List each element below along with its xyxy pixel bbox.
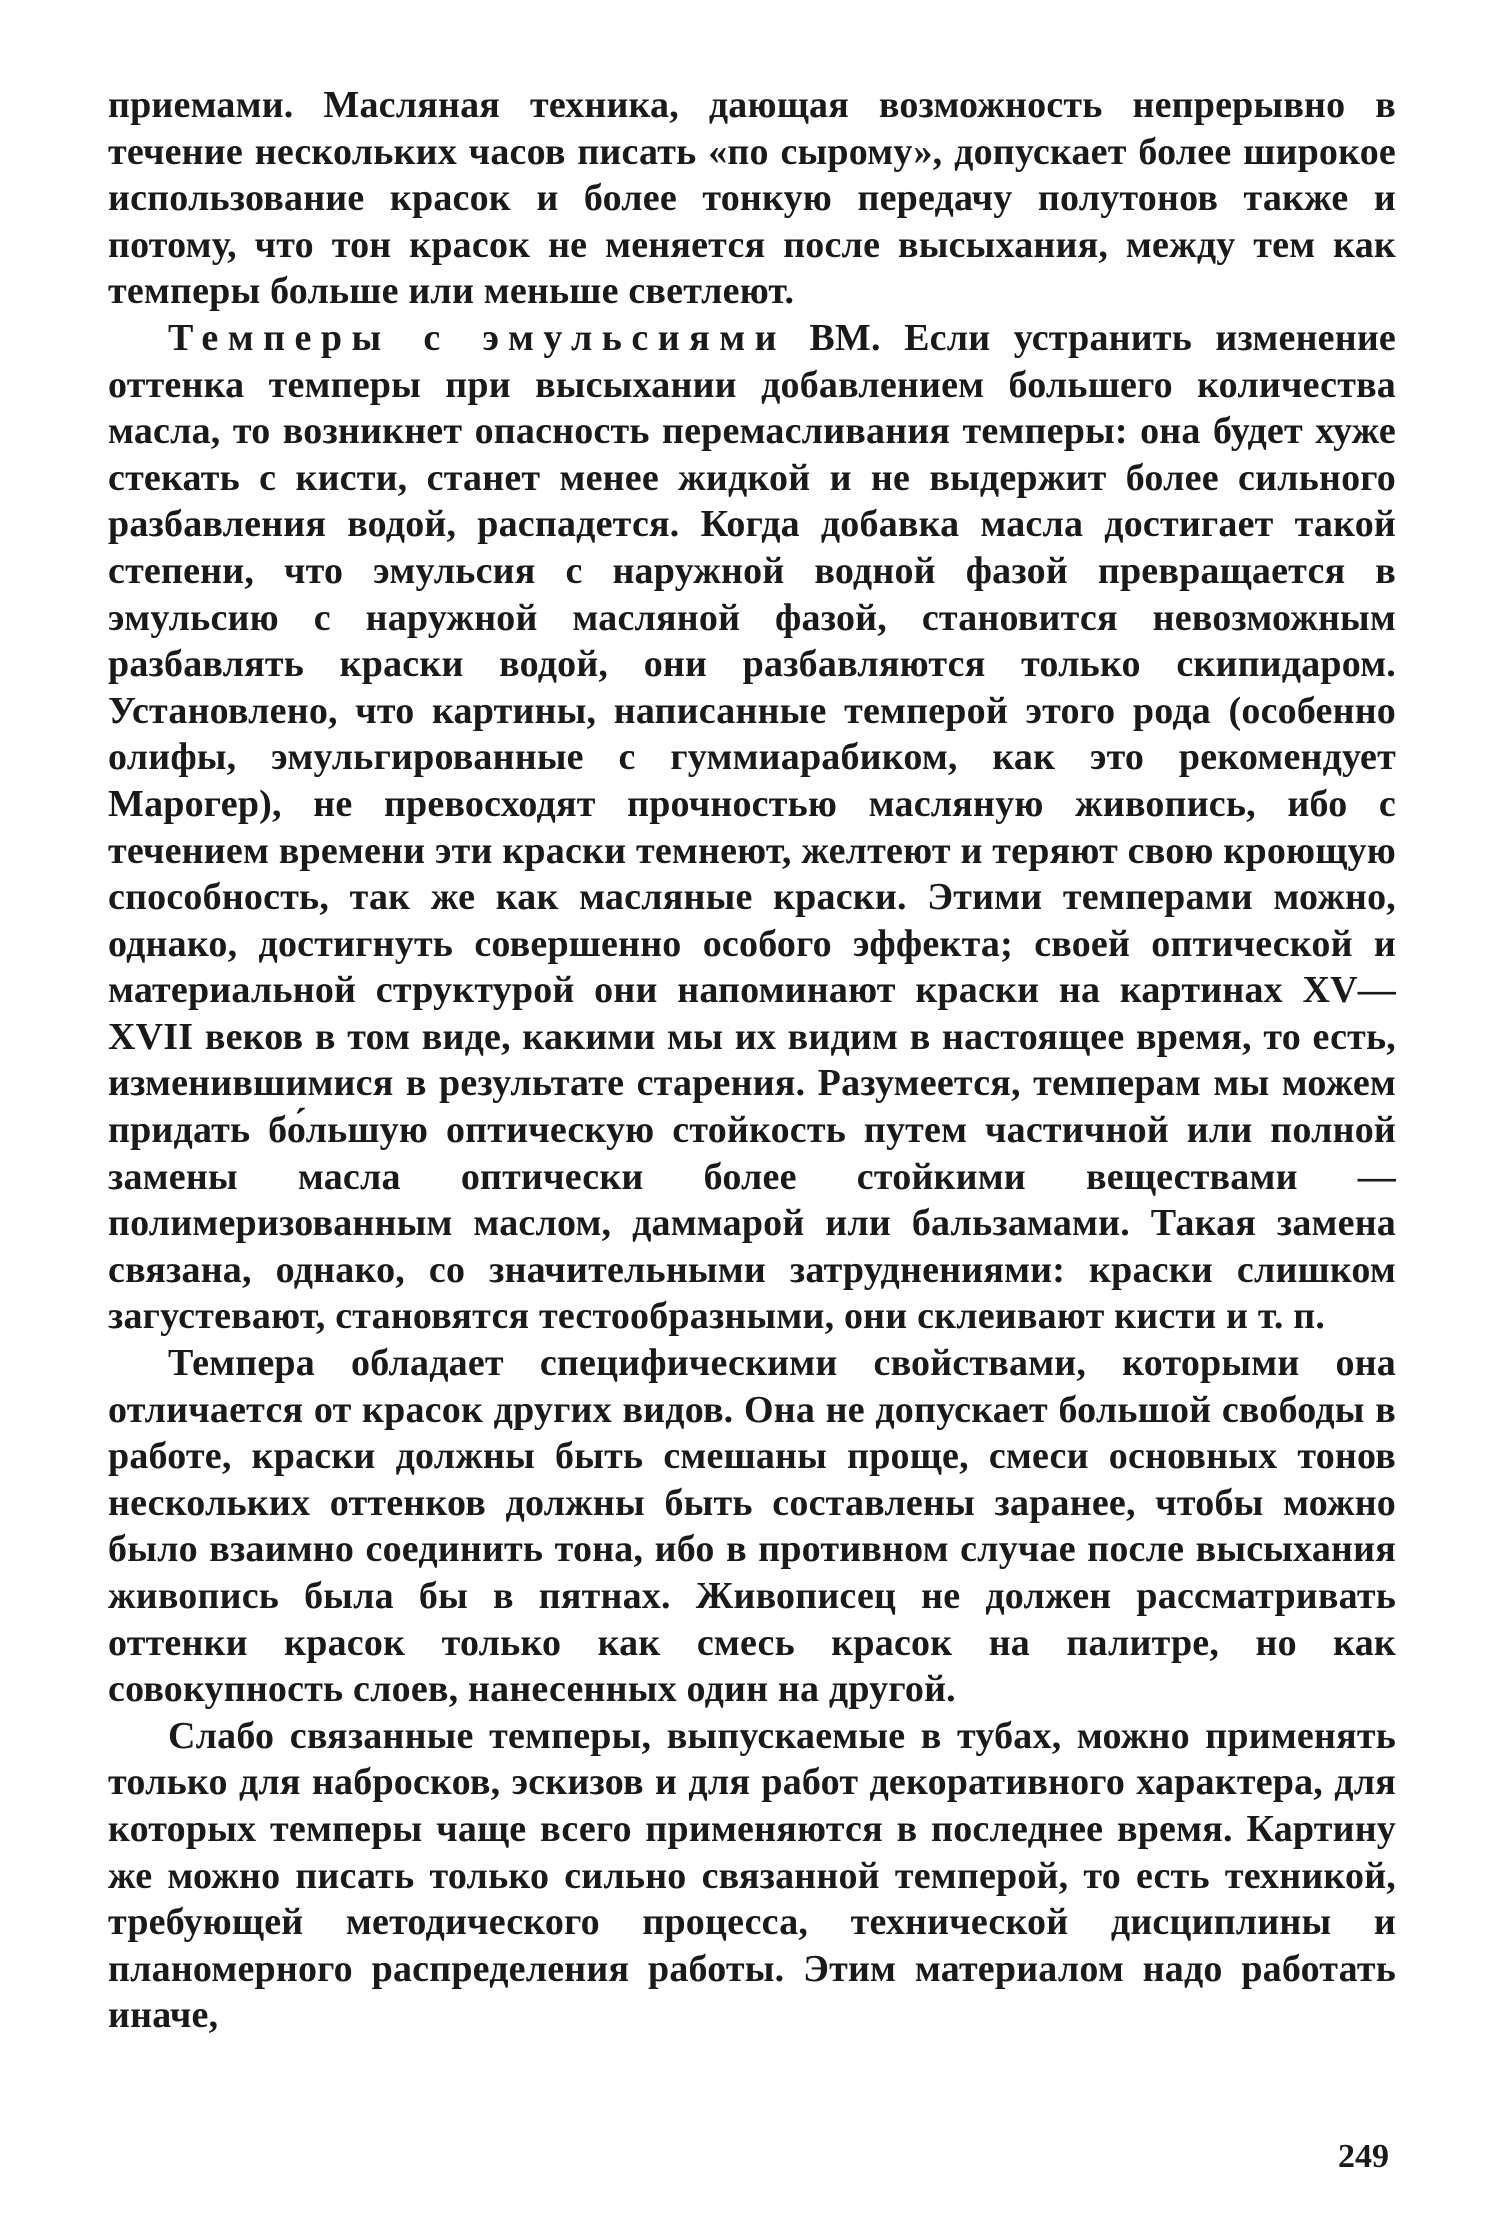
paragraph-4 — [108, 1713, 1396, 2039]
paragraph-2-spaced-heading: Темперы с эмульсиями — [168, 316, 786, 359]
paragraph-2-text: ВМ. Если устранить изменение оттенка темперы при высыхании добавлением большего количества масла, то возникнет опасность перемасливания темперы: она будет хуже стекать с кисти, станет менее жидкой и не выдержит более сильного разбавления водой, распадется. Когда добавка масла достигает такой степени, что эмульсия с наружной водной фазой превращается в эмульсию с наружной масляной фазой, становится невозможным разбавлять краски водой, они разбавляются только скипидаром. Установлено, что картины, написанные темперой этого рода (особенно олифы, эмульгированные с гуммиарабиком, как это рекомендует Марогер), не превосходят прочностью масляную живопись, ибо с течением времени эти краски темнеют, желтеют и теряют свою кроющую способность, так же как масляные краски. Этими темперами можно, однако, достигнуть совершенно особого эффекта; своей оптической и материальной структурой они напоминают краски на картинах XV—XVII веков в том виде, какими мы их видим в настоящее время, то есть, изменившимися в результате старения. Разумеется, темперам мы можем придать бо́льшую оптическую стойкость путем частичной или полной замены масла оптически более стойкими веществами — полимеризованным маслом, даммарой или бальзамами. Такая замена связана, однако, со значительными затруднениями: краски слишком загустевают, становятся тестообразными, они склеивают кисти и т. п. — [108, 316, 1396, 1338]
body-text — [108, 82, 1396, 2039]
page-number: 249 — [1338, 2138, 1389, 2175]
paragraph-4-text: Слабо связанные темперы, выпускаемые в тубах, можно применять только для набросков, эскизов и для работ декоративного характера, для которых темперы чаще всего применяются в последнее время. Картину же можно писать только сильно связанной темперой, то есть техникой, требующей методического процесса, технической дисциплины и планомерного распределения работы. Этим материалом надо работать иначе, — [108, 1714, 1396, 2037]
paragraph-3 — [108, 1340, 1396, 1713]
paragraph-1-text: приемами. Масляная техника, дающая возможность непрерывно в течение нескольких часов писать «по сырому», допускает более широкое использование красок и более тонкую передачу полутонов также и потому, что тон красок не меняется после высыхания, между тем как темперы больше или меньше светлеют. — [108, 84, 1396, 313]
paragraph-3-text: Темпера обладает специфическими свойствами, которыми она отличается от красок других видов. Она не допускает большой свободы в работе, краски должны быть смешаны проще, смеси основных тонов нескольких оттенков должны быть составлены заранее, чтобы можно было взаимно соединить тона, ибо в противном случае после высыхания живопись была бы в пятнах. Живописец не должен рассматривать оттенки красок только как смесь красок на палитре, но как совокупность слоев, нанесенных один на другой. — [108, 1342, 1396, 1711]
paragraph-2 — [108, 315, 1396, 1340]
paragraph-1 — [108, 82, 1396, 315]
